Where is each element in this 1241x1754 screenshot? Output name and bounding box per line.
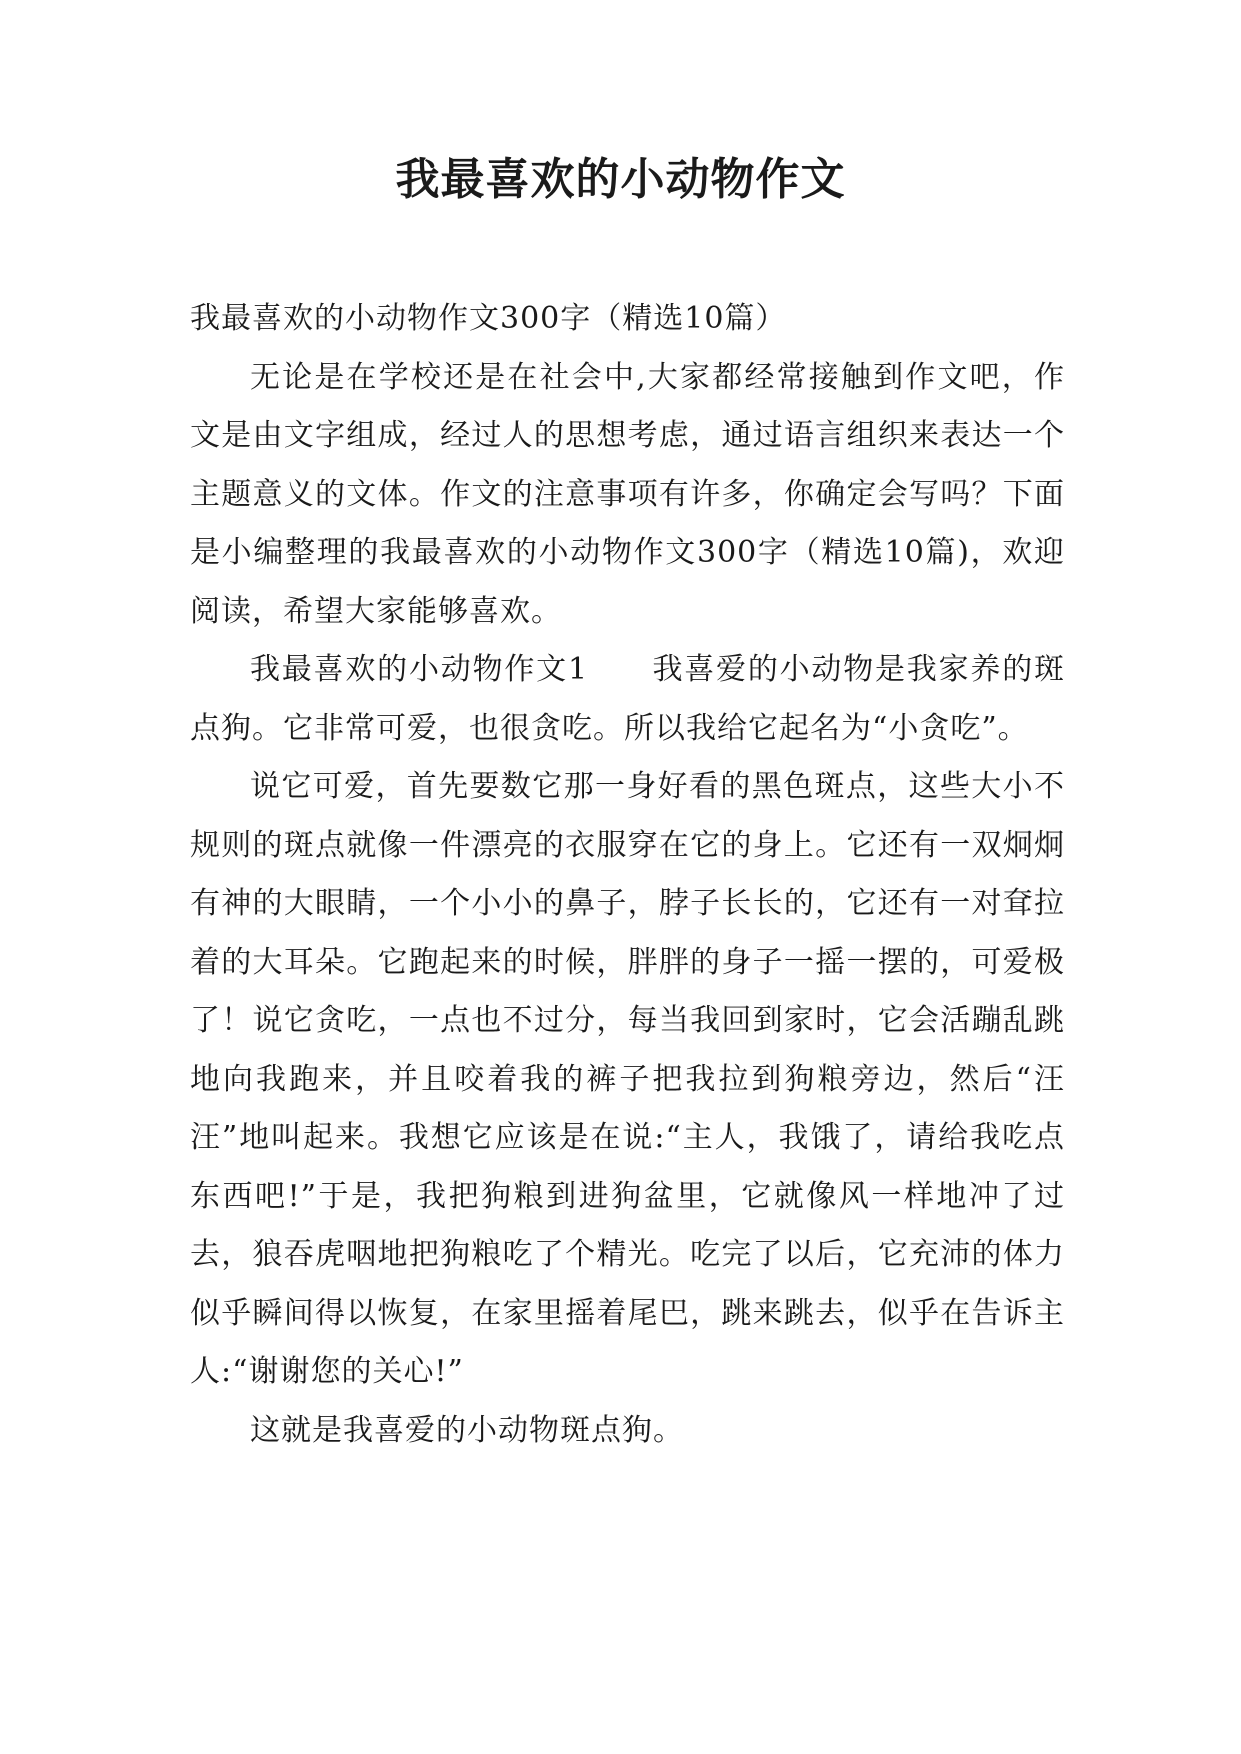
document-title: 我最喜欢的小动物作文 [395,154,846,205]
essay-body-paragraph: 说它可爱，首先要数它那一身好看的黑色斑点，这些大小不规则的斑点就像一件漂亮的衣服穿在它的身上。它还有一双炯炯有神的大眼睛，一个小小的鼻子，脖子长长的，它还有一对耷拉着的大耳朵。它跑起来的时候，胖胖的身子一摇一摆的，可爱极了！说它贪吃，一点也不过分，每当我回到家时，它会活蹦乱跳地向我跑来，并且咬着我的裤子把我拉到狗粮旁边，然后“汪汪”地叫起来。我想它应该是在说:“主人，我饿了，请给我吃点东西吧!”于是，我把狗粮到进狗盆里，它就像风一样地冲了过去，狼吞虎咽地把狗粮吃了个精光。吃完了以后，它充沛的体力似乎瞬间得以恢复，在家里摇着尾巴，跳来跳去，似乎在告诉主人:“谢谢您的关心!” [190,769,1065,1389]
intro-paragraph: 无论是在学校还是在社会中,大家都经常接触到作文吧，作文是由文字组成，经过人的思想考虑，通过语言组织来表达一个主题意义的文体。作文的注意事项有许多，你确定会写吗？下面是小编整理的我最喜欢的小动物作文300字（精选10篇)，欢迎阅读，希望大家能够喜欢。 [190,359,1065,629]
essay-closing-paragraph: 这就是我喜爱的小动物斑点狗。 [250,1412,684,1448]
essay-opening-paragraph: 我最喜欢的小动物作文1 我喜爱的小动物是我家养的斑点狗。它非常可爱，也很贪吃。所以我给它起名为“小贪吃”。 [190,652,1065,746]
document-body [190,290,1065,1460]
document-subtitle: 我最喜欢的小动物作文300字（精选10篇） [190,301,787,336]
